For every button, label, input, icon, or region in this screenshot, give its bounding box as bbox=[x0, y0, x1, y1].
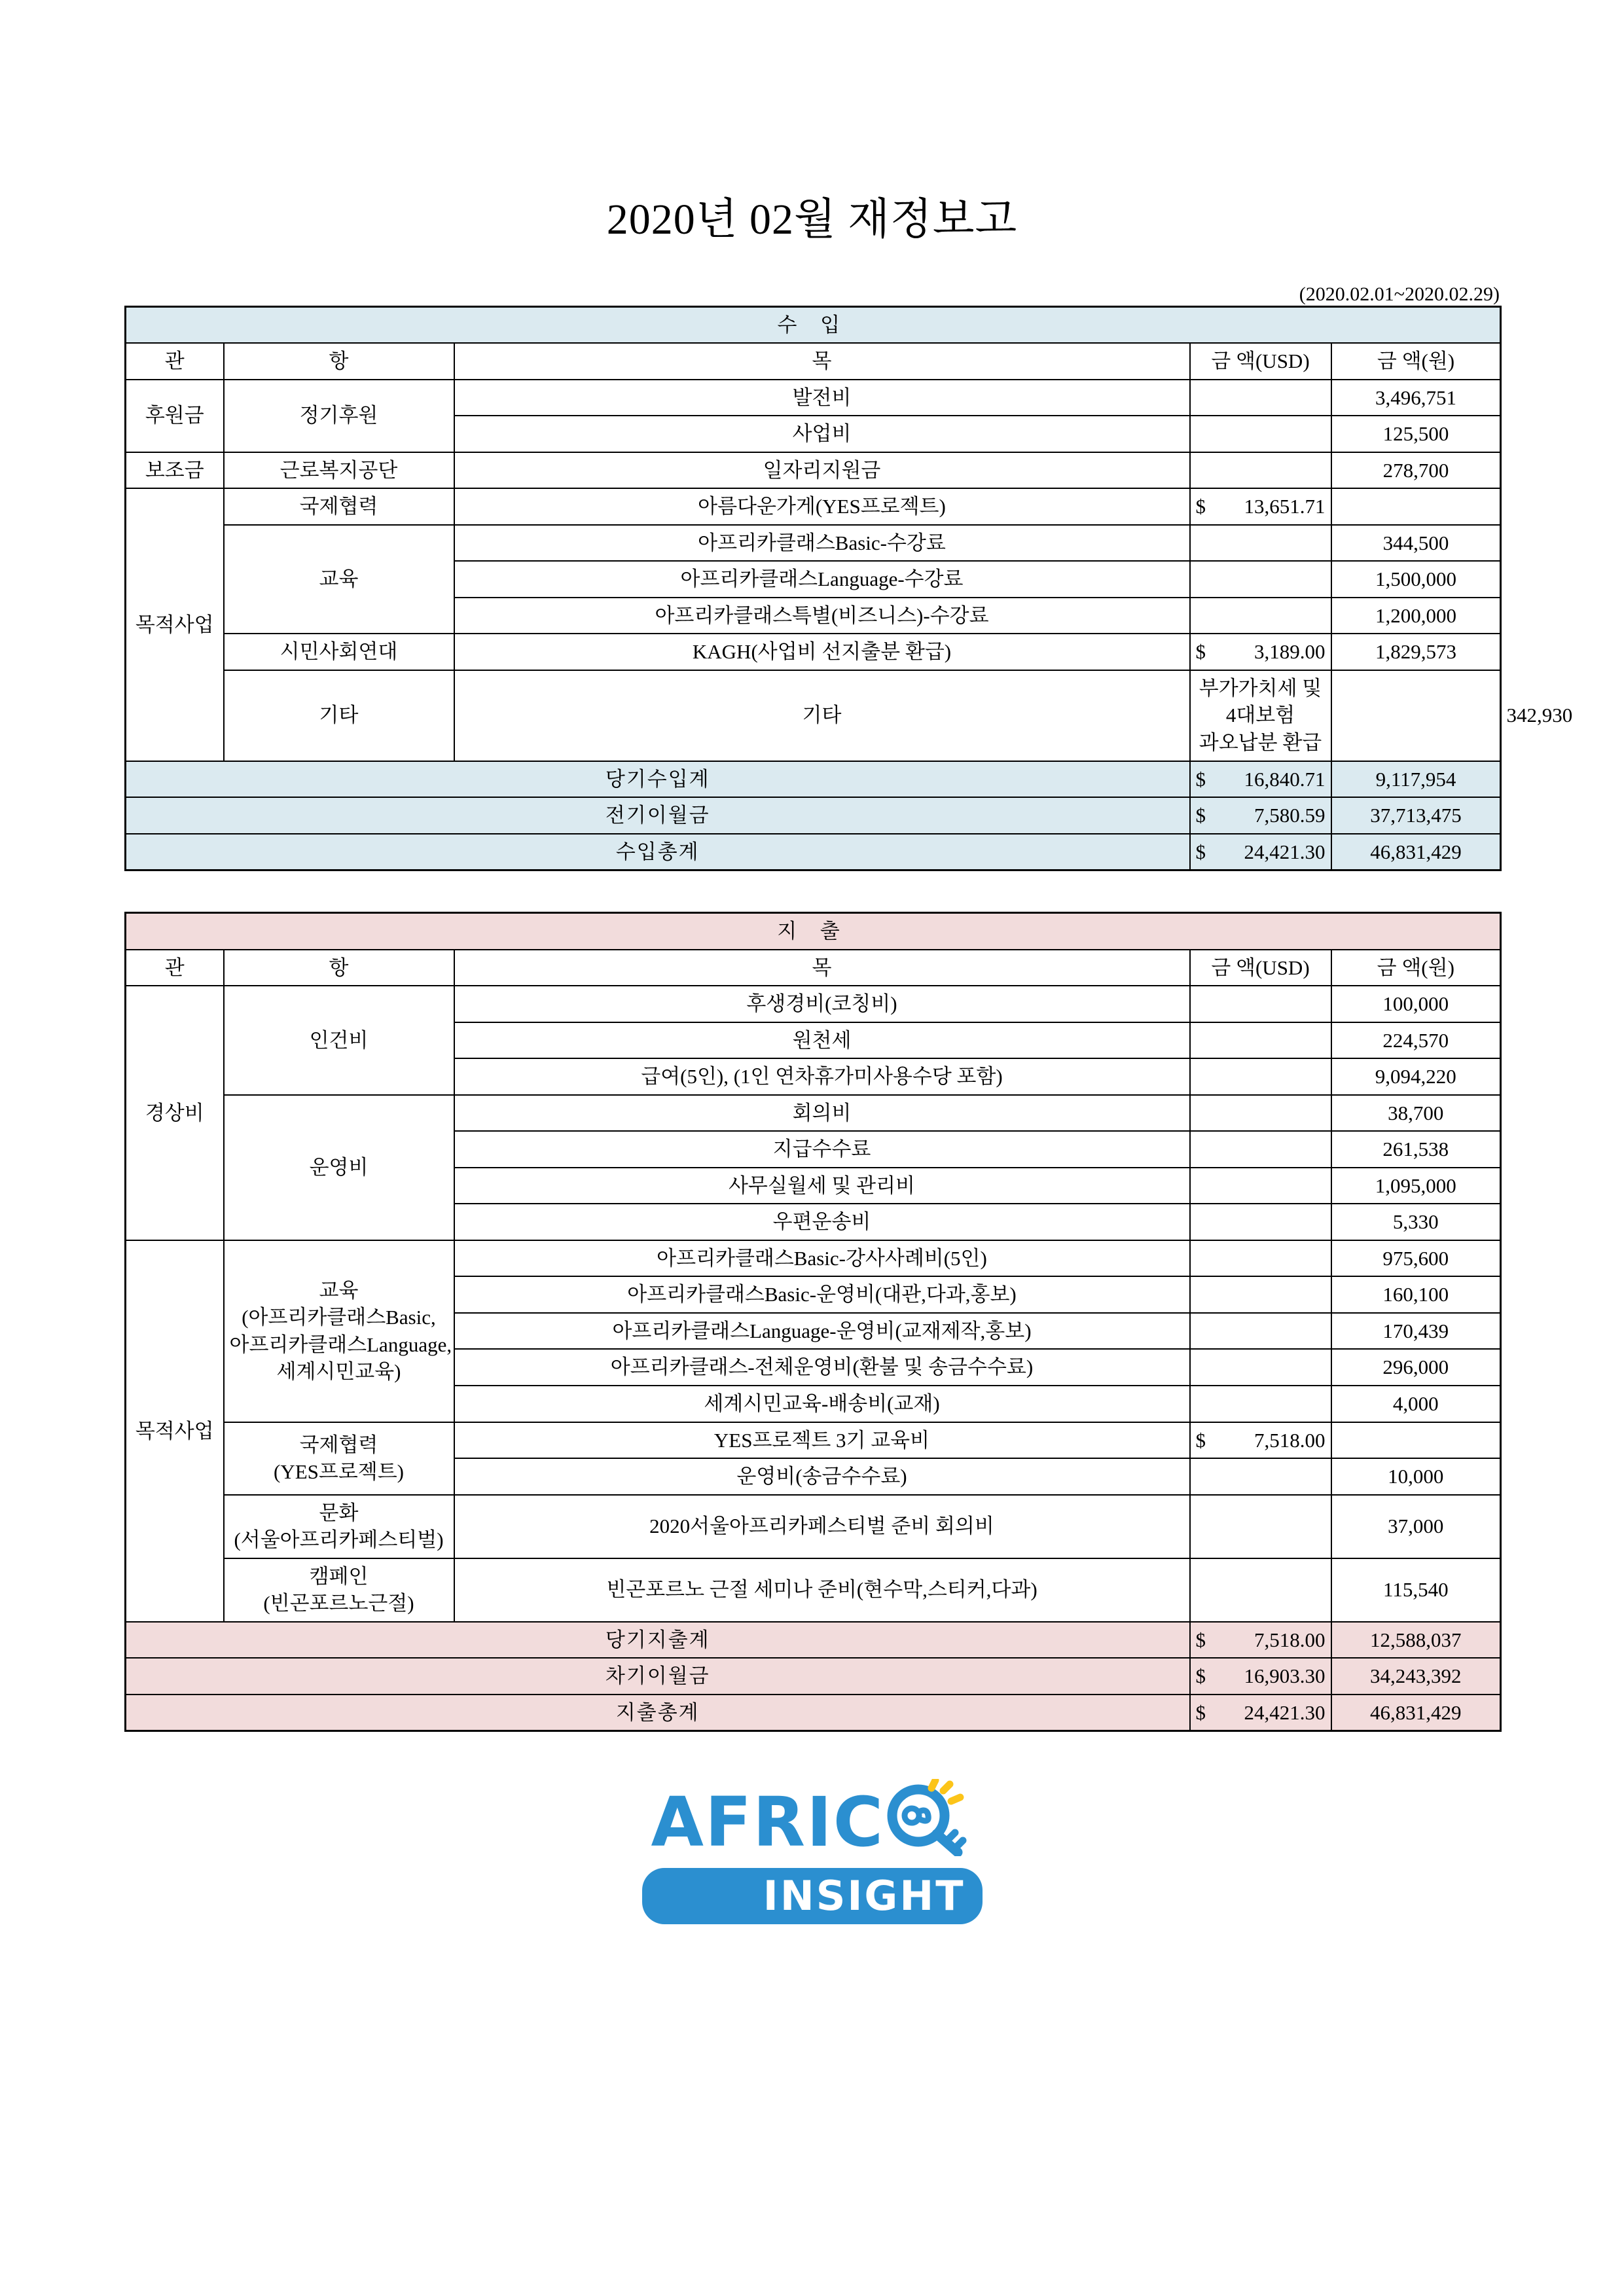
amount-usd-cell bbox=[1190, 1204, 1331, 1240]
total-won-cell: 46,831,429 bbox=[1331, 1695, 1501, 1731]
currency-symbol: $ bbox=[1195, 804, 1206, 827]
amount-won-cell: 5,330 bbox=[1331, 1204, 1501, 1240]
item-mok-cell: 아프리카클래스특별(비즈니스)-수강료 bbox=[454, 598, 1190, 634]
income-table-body bbox=[126, 380, 1573, 761]
amount-won-cell: 10,000 bbox=[1331, 1458, 1501, 1495]
category-kwan-cell: 후원금 bbox=[126, 380, 224, 452]
expense-table-head bbox=[126, 913, 1501, 986]
amount-won-cell: 296,000 bbox=[1331, 1349, 1501, 1386]
amount-usd-cell bbox=[1190, 986, 1331, 1022]
table-row bbox=[126, 525, 1501, 562]
logo-wordmark-text: AFRIC bbox=[651, 1782, 885, 1863]
category-hang-cell: 캠페인 (빈곤포르노근절) bbox=[224, 1558, 454, 1622]
column-header-usd: 금 액(USD) bbox=[1190, 950, 1331, 986]
currency-symbol: $ bbox=[1195, 495, 1206, 518]
item-mok-cell: 부가가치세 및 4대보험 과오납분 환급 bbox=[1190, 670, 1331, 761]
total-row bbox=[126, 1658, 1501, 1695]
total-usd-cell bbox=[1190, 761, 1331, 798]
item-mok-cell: 우편운송비 bbox=[454, 1204, 1190, 1240]
item-mok-cell: 아프리카클래스Language-수강료 bbox=[454, 561, 1190, 598]
logo-wordmark-row bbox=[642, 1778, 983, 1863]
total-label-cell: 당기지출계 bbox=[126, 1622, 1190, 1659]
category-hang-cell: 국제협력 (YES프로젝트) bbox=[224, 1422, 454, 1495]
amount-usd-cell bbox=[1190, 1168, 1331, 1204]
amount-usd-cell bbox=[1190, 380, 1331, 416]
total-usd-cell bbox=[1190, 1622, 1331, 1659]
total-won-cell: 46,831,429 bbox=[1331, 834, 1501, 870]
amount-usd-cell bbox=[1190, 416, 1331, 452]
amount-usd-cell bbox=[1331, 670, 1501, 761]
table-row: 기타 기타 부가가치세 및 4대보험 과오납분 환급 342,930 bbox=[126, 670, 1501, 761]
amount-usd-cell bbox=[1190, 488, 1331, 525]
reporting-period: (2020.02.01~2020.02.29) bbox=[1299, 283, 1500, 305]
amount-usd-value: 24,421.30 bbox=[1244, 1700, 1326, 1724]
amount-won-cell: 3,496,751 bbox=[1331, 380, 1501, 416]
expense-table-body bbox=[126, 986, 1501, 1622]
total-won-cell: 37,713,475 bbox=[1331, 797, 1501, 834]
category-hang-cell: 교육 bbox=[224, 525, 454, 634]
amount-usd-value: 16,903.30 bbox=[1244, 1664, 1326, 1688]
logo-insight-text: INSIGHT bbox=[763, 1872, 965, 1920]
currency-symbol: $ bbox=[1195, 1428, 1206, 1452]
table-row bbox=[126, 1240, 1501, 1277]
table-row bbox=[126, 380, 1501, 416]
total-won-cell: 9,117,954 bbox=[1331, 761, 1501, 798]
total-row bbox=[126, 1695, 1501, 1731]
item-mok-cell: 운영비(송금수수료) bbox=[454, 1458, 1190, 1495]
item-mok-cell: 지급수수료 bbox=[454, 1131, 1190, 1168]
item-mok-cell: 발전비 bbox=[454, 380, 1190, 416]
expense-table-wrapper bbox=[0, 912, 1624, 1732]
income-table-head bbox=[126, 306, 1501, 380]
item-mok-cell: 빈곤포르노 근절 세미나 준비(현수막,스티커,다과) bbox=[454, 1558, 1190, 1622]
income-section-title-row bbox=[126, 306, 1501, 343]
total-usd-cell bbox=[1190, 1658, 1331, 1695]
item-mok-cell: 사업비 bbox=[454, 416, 1190, 452]
total-label-cell: 전기이월금 bbox=[126, 797, 1190, 834]
income-section-title: 수 입 bbox=[126, 306, 1501, 343]
amount-usd-cell bbox=[1190, 1386, 1331, 1422]
logo-box bbox=[642, 1778, 983, 1924]
amount-usd-value: 7,518.00 bbox=[1254, 1428, 1326, 1452]
total-row bbox=[126, 797, 1501, 834]
amount-usd-value: 7,580.59 bbox=[1254, 804, 1326, 827]
total-label-cell: 차기이월금 bbox=[126, 1658, 1190, 1695]
item-mok-cell: 아프리카클래스Basic-강사사례비(5인) bbox=[454, 1240, 1190, 1277]
item-mok-cell: 아프리카클래스Basic-수강료 bbox=[454, 525, 1190, 562]
table-row bbox=[126, 1558, 1501, 1622]
column-header-won: 금 액(원) bbox=[1331, 343, 1501, 380]
table-row bbox=[126, 1495, 1501, 1558]
amount-usd-cell bbox=[1190, 1058, 1331, 1095]
amount-won-cell: 160,100 bbox=[1331, 1276, 1501, 1313]
amount-usd-value: 16,840.71 bbox=[1244, 767, 1326, 791]
item-mok-cell: KAGH(사업비 선지출분 환급) bbox=[454, 634, 1190, 670]
amount-won-cell: 261,538 bbox=[1331, 1131, 1501, 1168]
table-row bbox=[126, 1422, 1501, 1459]
amount-usd-cell bbox=[1190, 1240, 1331, 1277]
total-row bbox=[126, 834, 1501, 870]
category-hang-cell: 기타 bbox=[454, 670, 1190, 761]
expense-section-title-row bbox=[126, 913, 1501, 950]
amount-won-cell: 1,829,573 bbox=[1331, 634, 1501, 670]
expense-column-header-row bbox=[126, 950, 1501, 986]
income-table-wrapper bbox=[0, 306, 1624, 872]
amount-usd-value: 24,421.30 bbox=[1244, 840, 1326, 863]
page-title: 2020년 02월 재정보고 bbox=[606, 196, 1018, 243]
amount-usd-cell bbox=[1190, 1131, 1331, 1168]
amount-usd-value: 13,651.71 bbox=[1244, 495, 1326, 518]
income-column-header-row bbox=[126, 343, 1501, 380]
item-mok-cell: 아프리카클래스Basic-운영비(대관,다과,홍보) bbox=[454, 1276, 1190, 1313]
item-mok-cell: 회의비 bbox=[454, 1095, 1190, 1132]
amount-won-cell: 100,000 bbox=[1331, 986, 1501, 1022]
item-mok-cell: 급여(5인), (1인 연차휴가미사용수당 포함) bbox=[454, 1058, 1190, 1095]
amount-won-cell: 38,700 bbox=[1331, 1095, 1501, 1132]
total-label-cell: 수입총계 bbox=[126, 834, 1190, 870]
magnifier-key-icon bbox=[880, 1779, 967, 1856]
category-hang-cell: 교육 (아프리카클래스Basic, 아프리카클래스Language, 세계시민교육) bbox=[224, 1240, 454, 1422]
column-header-usd: 금 액(USD) bbox=[1190, 343, 1331, 380]
income-table bbox=[124, 306, 1573, 872]
item-mok-cell: YES프로젝트 3기 교육비 bbox=[454, 1422, 1190, 1459]
currency-symbol: $ bbox=[1195, 1700, 1206, 1724]
table-row bbox=[126, 452, 1501, 489]
amount-won-cell: 115,540 bbox=[1331, 1558, 1501, 1622]
total-usd-cell bbox=[1190, 1695, 1331, 1731]
total-label-cell: 당기수입계 bbox=[126, 761, 1190, 798]
amount-usd-cell bbox=[1190, 1558, 1331, 1622]
table-gap bbox=[0, 871, 1624, 912]
item-mok-cell: 세계시민교육-배송비(교재) bbox=[454, 1386, 1190, 1422]
category-kwan-cell: 목적사업 bbox=[126, 1240, 224, 1622]
expense-table bbox=[124, 912, 1502, 1732]
table-row bbox=[126, 488, 1501, 525]
total-row bbox=[126, 761, 1501, 798]
total-label-cell: 지출총계 bbox=[126, 1695, 1190, 1731]
category-hang-cell: 운영비 bbox=[224, 1095, 454, 1240]
column-header-kwan: 관 bbox=[126, 343, 224, 380]
amount-usd-value: 7,518.00 bbox=[1254, 1628, 1326, 1651]
column-header-kwan: 관 bbox=[126, 950, 224, 986]
category-hang-cell: 문화 (서울아프리카페스티벌) bbox=[224, 1495, 454, 1558]
category-hang-cell: 국제협력 bbox=[224, 488, 454, 525]
total-row bbox=[126, 1622, 1501, 1659]
amount-won-cell: 344,500 bbox=[1331, 525, 1501, 562]
amount-won-cell: 224,570 bbox=[1331, 1022, 1501, 1059]
expense-table-foot bbox=[126, 1622, 1501, 1731]
total-usd-cell bbox=[1190, 797, 1331, 834]
expense-section-title: 지 출 bbox=[126, 913, 1501, 950]
amount-usd-cell bbox=[1190, 634, 1331, 670]
amount-usd-cell bbox=[1190, 561, 1331, 598]
income-table-foot bbox=[126, 761, 1501, 870]
category-hang-cell: 근로복지공단 bbox=[224, 452, 454, 489]
amount-won-cell: 125,500 bbox=[1331, 416, 1501, 452]
amount-won-cell: 278,700 bbox=[1331, 452, 1501, 489]
organization-logo bbox=[0, 1778, 1624, 1924]
amount-won-cell: 1,095,000 bbox=[1331, 1168, 1501, 1204]
category-kwan-cell: 경상비 bbox=[126, 986, 224, 1240]
amount-usd-cell bbox=[1190, 1313, 1331, 1350]
item-mok-cell: 아프리카클래스-전체운영비(환불 및 송금수수료) bbox=[454, 1349, 1190, 1386]
amount-won-cell bbox=[1331, 1422, 1501, 1459]
table-row bbox=[126, 634, 1501, 670]
amount-won-cell bbox=[1331, 488, 1501, 525]
category-kwan-cell: 기타 bbox=[224, 670, 454, 761]
category-hang-cell: 인건비 bbox=[224, 986, 454, 1095]
item-mok-cell: 원천세 bbox=[454, 1022, 1190, 1059]
item-mok-cell: 2020서울아프리카페스티벌 준비 회의비 bbox=[454, 1495, 1190, 1558]
amount-won-cell: 975,600 bbox=[1331, 1240, 1501, 1277]
amount-usd-cell bbox=[1190, 1349, 1331, 1386]
item-mok-cell: 일자리지원금 bbox=[454, 452, 1190, 489]
total-usd-cell bbox=[1190, 834, 1331, 870]
table-row bbox=[126, 1095, 1501, 1132]
total-won-cell: 12,588,037 bbox=[1331, 1622, 1501, 1659]
column-header-mok: 목 bbox=[454, 950, 1190, 986]
currency-symbol: $ bbox=[1195, 767, 1206, 791]
category-kwan-cell: 목적사업 bbox=[126, 488, 224, 761]
amount-usd-value: 3,189.00 bbox=[1254, 640, 1326, 664]
table-row bbox=[126, 986, 1501, 1022]
column-header-hang: 항 bbox=[224, 950, 454, 986]
logo-insight-badge bbox=[642, 1868, 983, 1924]
amount-usd-cell bbox=[1190, 1458, 1331, 1495]
item-mok-cell: 아프리카클래스Language-운영비(교재제작,홍보) bbox=[454, 1313, 1190, 1350]
amount-won-cell: 1,500,000 bbox=[1331, 561, 1501, 598]
currency-symbol: $ bbox=[1195, 1628, 1206, 1651]
amount-won-cell: 170,439 bbox=[1331, 1313, 1501, 1350]
amount-won-cell: 37,000 bbox=[1331, 1495, 1501, 1558]
column-header-hang: 항 bbox=[224, 343, 454, 380]
amount-usd-cell bbox=[1190, 1022, 1331, 1059]
amount-won-cell: 9,094,220 bbox=[1331, 1058, 1501, 1095]
currency-symbol: $ bbox=[1195, 640, 1206, 664]
category-hang-cell: 시민사회연대 bbox=[224, 634, 454, 670]
currency-symbol: $ bbox=[1195, 840, 1206, 863]
column-header-mok: 목 bbox=[454, 343, 1190, 380]
amount-won-cell: 4,000 bbox=[1331, 1386, 1501, 1422]
amount-usd-cell bbox=[1190, 598, 1331, 634]
item-mok-cell: 사무실월세 및 관리비 bbox=[454, 1168, 1190, 1204]
amount-won-cell: 1,200,000 bbox=[1331, 598, 1501, 634]
amount-usd-cell bbox=[1190, 1276, 1331, 1313]
category-hang-cell: 정기후원 bbox=[224, 380, 454, 452]
item-mok-cell: 후생경비(코칭비) bbox=[454, 986, 1190, 1022]
currency-symbol: $ bbox=[1195, 1664, 1206, 1688]
amount-usd-cell bbox=[1190, 452, 1331, 489]
column-header-won: 금 액(원) bbox=[1331, 950, 1501, 986]
amount-usd-cell bbox=[1190, 525, 1331, 562]
category-kwan-cell: 보조금 bbox=[126, 452, 224, 489]
item-mok-cell: 아름다운가게(YES프로젝트) bbox=[454, 488, 1190, 525]
total-won-cell: 34,243,392 bbox=[1331, 1658, 1501, 1695]
amount-usd-cell bbox=[1190, 1095, 1331, 1132]
amount-usd-cell bbox=[1190, 1422, 1331, 1459]
amount-usd-cell bbox=[1190, 1495, 1331, 1558]
